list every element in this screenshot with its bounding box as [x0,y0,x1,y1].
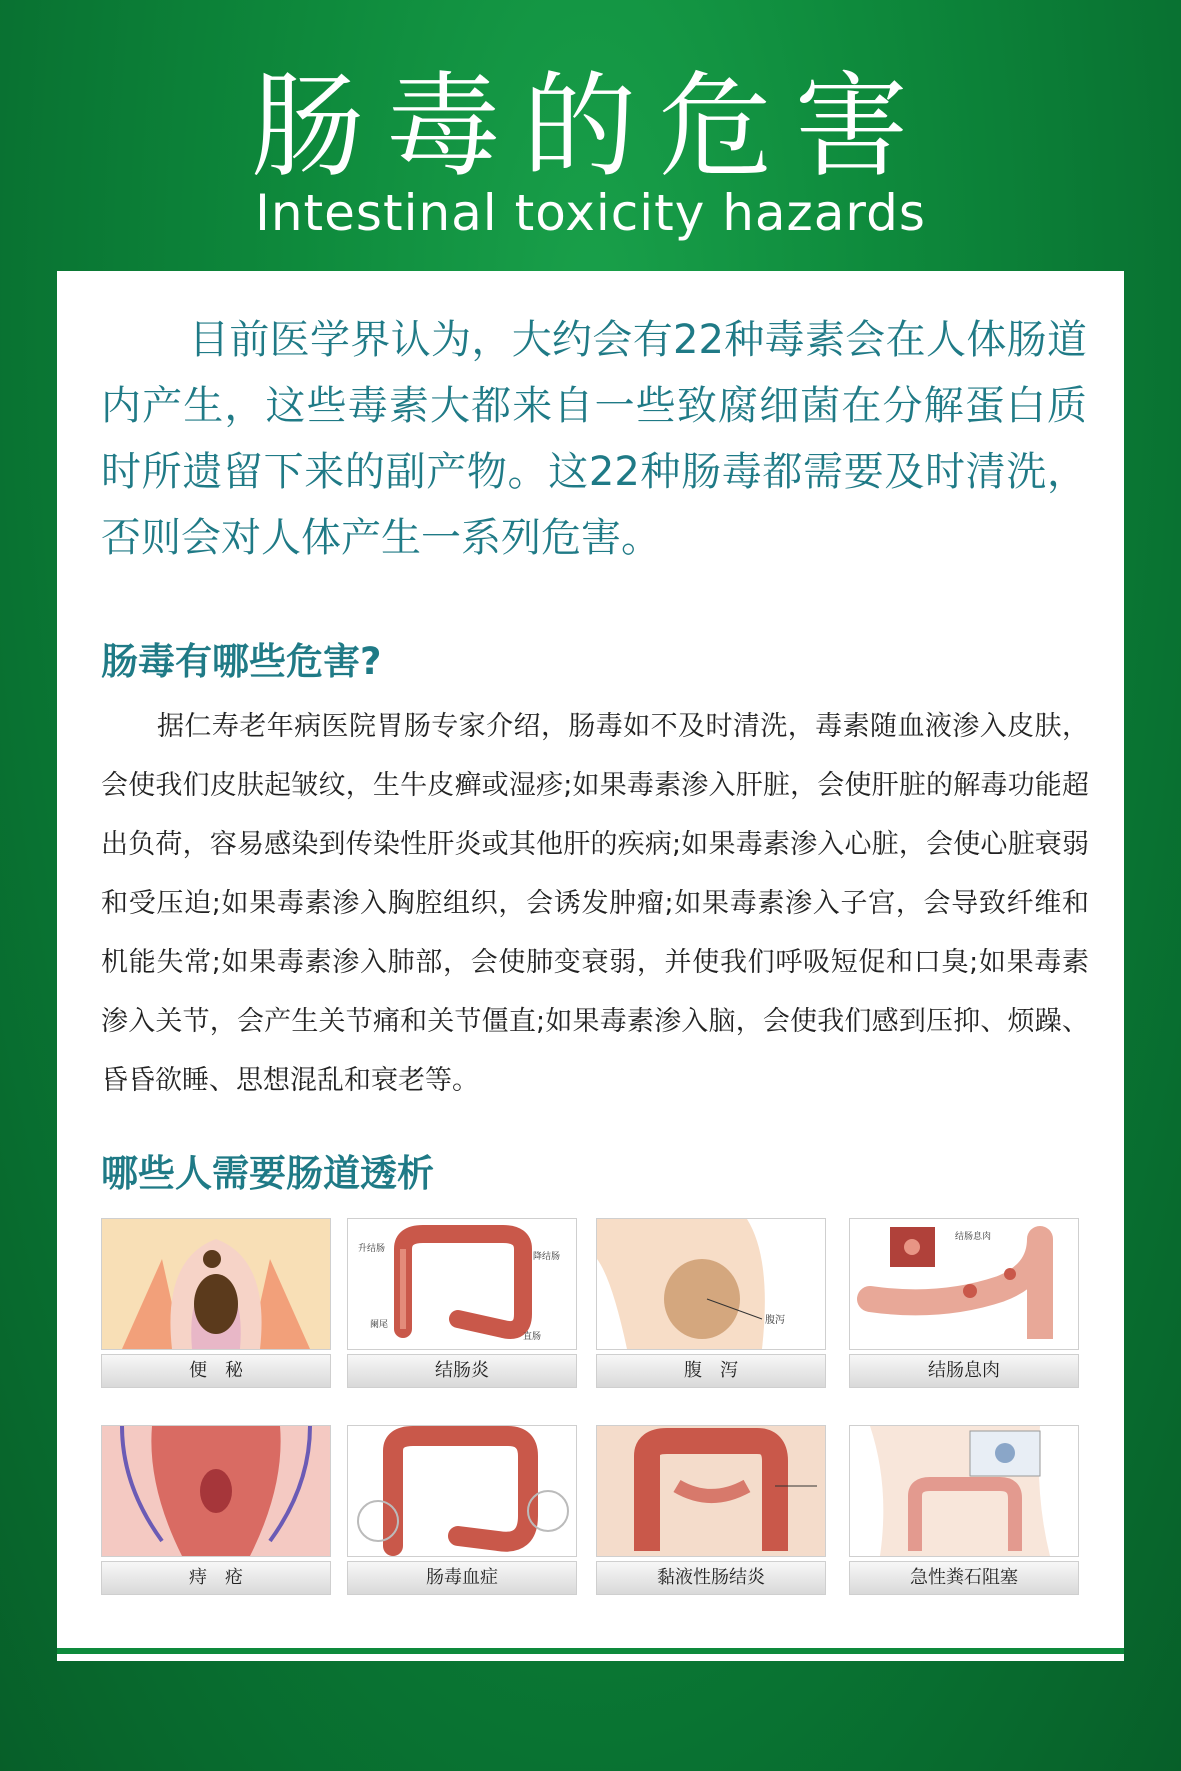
page-title: 肠毒的危害 [250,60,931,193]
tile-label: 黏液性肠结炎 [596,1561,826,1595]
fecal-impaction-illustration [849,1425,1079,1557]
annotation-diarrhea: 腹泻 [765,1315,785,1326]
content-card [57,271,1124,1661]
tile-mucous-colitis [596,1425,826,1600]
tile-hemorrhoids [101,1425,331,1600]
tile-colitis [347,1218,577,1393]
tile-constipation [101,1218,331,1393]
enterotoxemia-illustration [347,1425,577,1557]
card-bottom-divider [57,1648,1124,1654]
diarrhea-illustration [596,1218,826,1350]
hemorrhoids-illustration [101,1425,331,1557]
colitis-illustration [347,1218,577,1350]
tile-enterotoxemia [347,1425,577,1600]
section-heading-who-needs: 哪些人需要肠道透析 [101,1152,434,1195]
hazards-paragraph: 据仁寿老年病医院胃肠专家介绍，肠毒如不及时清洗，毒素随血液渗入皮肤，会使我们皮肤起皱纹，生牛皮癣或湿疹;如果毒素渗入肝脏，会使肝脏的解毒功能超出负荷，容易感染到传染性肝炎或其他肝的疾病;如果毒素渗入心脏，会使心脏衰弱和受压迫;如果毒素渗入胸腔组织，会诱发肿瘤;如果毒素渗入子宫，会导致纤维和机能失常;如果毒素渗入肺部，会使肺变衰弱，并使我们呼吸短促和口臭;如果毒素渗入关节，会产生关节痛和关节僵直;如果毒素渗入脑，会使我们感到压抑、烦躁、昏昏欲睡、思想混乱和衰老等。 [101,711,1089,1096]
annotation-polyp: 结肠息肉 [955,1232,992,1242]
page-subtitle: Intestinal toxicity hazards [255,184,926,242]
annotation-rectum: 直肠 [523,1332,542,1342]
tile-label: 急性粪石阻塞 [849,1561,1079,1595]
annotation-descending-colon: 降结肠 [533,1252,561,1262]
colon-polyp-illustration [849,1218,1079,1350]
tile-diarrhea [596,1218,826,1393]
tile-label: 痔 疮 [101,1561,331,1595]
tile-label: 腹 泻 [596,1354,826,1388]
tile-label: 便 秘 [101,1354,331,1388]
tile-label: 结肠炎 [347,1354,577,1388]
tile-colon-polyp [849,1218,1079,1393]
tile-label: 结肠息肉 [849,1354,1079,1388]
tile-fecal-impaction [849,1425,1079,1600]
section-heading-hazards: 肠毒有哪些危害? [101,640,382,683]
tile-label: 肠毒血症 [347,1561,577,1595]
constipation-illustration [101,1218,331,1350]
mucous-colitis-illustration [596,1425,826,1557]
annotation-appendix: 阑尾 [370,1320,389,1330]
annotation-ascending-colon: 升结肠 [358,1244,386,1254]
intro-paragraph: 目前医学界认为，大约会有22种毒素会在人体肠道内产生，这些毒素大都来自一些致腐细菌在分解蛋白质时所遗留下来的副产物。这22种肠毒都需要及时清洗，否则会对人体产生一系列危害。 [101,317,1087,561]
